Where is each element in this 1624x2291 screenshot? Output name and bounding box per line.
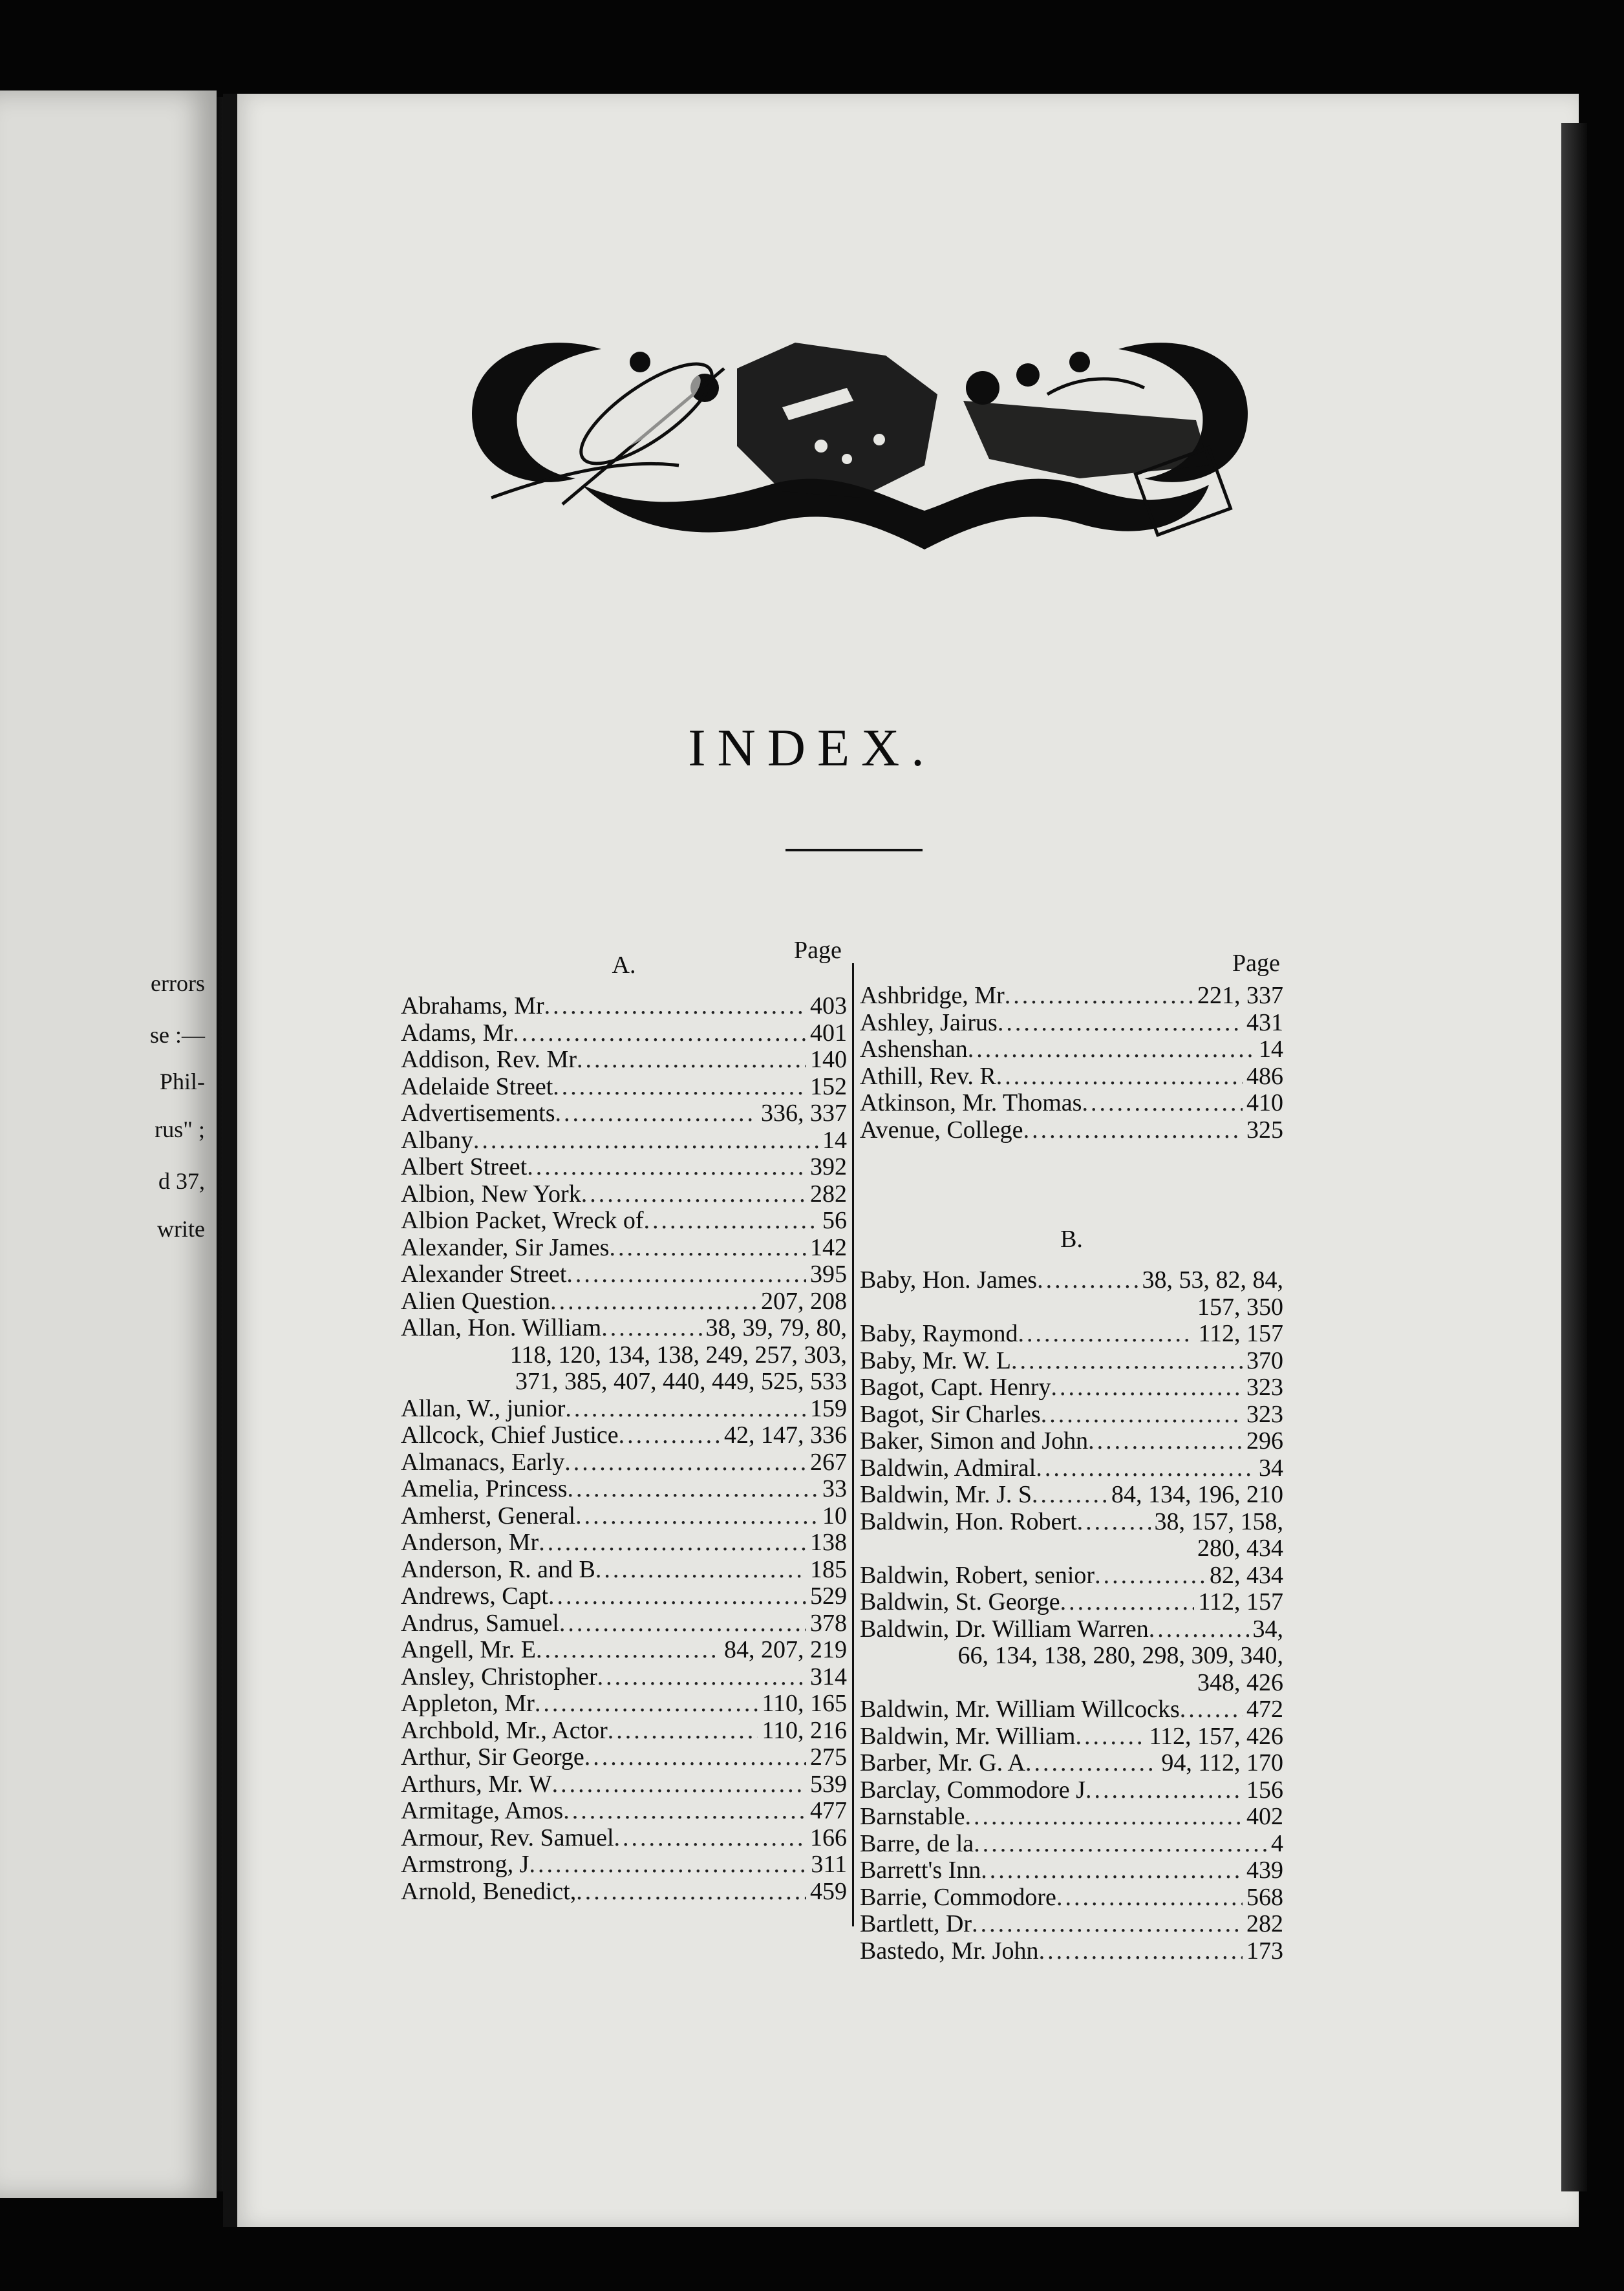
entry-pages: 207, 208 (761, 1287, 847, 1315)
left-page-fragment: d 37, (158, 1168, 205, 1194)
entry-pages: 221, 337 (1197, 982, 1283, 1009)
entry-pages: 472 (1246, 1696, 1283, 1723)
dot-leader (544, 993, 806, 1020)
entry-pages: 84, 134, 196, 210 (1111, 1481, 1283, 1508)
dot-leader (553, 1074, 806, 1101)
index-entry (401, 1181, 847, 1208)
entry-name: Albion Packet, Wreck of (401, 1207, 644, 1234)
dot-leader (981, 1857, 1243, 1884)
ornamental-vignette (433, 317, 1287, 562)
dot-leader (619, 1422, 720, 1449)
dot-leader (566, 1261, 806, 1288)
dot-leader (577, 1047, 806, 1074)
entry-name: Barclay, Commodore J (860, 1776, 1085, 1804)
dot-leader (614, 1825, 806, 1852)
dot-leader (568, 1476, 818, 1503)
entry-pages: 38, 53, 82, 84, (1142, 1266, 1283, 1294)
left-page-fragment: write (157, 1216, 205, 1242)
entry-name: Allcock, Chief Justice (401, 1422, 619, 1449)
entry-pages: 439 (1246, 1857, 1283, 1884)
index-entry (401, 1100, 847, 1127)
dot-leader (550, 1288, 757, 1316)
dot-leader (1011, 1348, 1243, 1375)
index-entry (860, 1063, 1283, 1091)
index-entry (860, 1428, 1283, 1455)
entry-pages: 323 (1246, 1400, 1283, 1428)
index-entry (401, 1422, 847, 1449)
index-entry (860, 1589, 1283, 1616)
index-entry (401, 1851, 847, 1879)
entry-pages: 431 (1246, 1008, 1283, 1036)
entry-pages: 118, 120, 134, 138, 249, 257, 303, (509, 1341, 847, 1369)
entry-pages: 10 (822, 1502, 847, 1529)
entry-name: Alien Question (401, 1287, 551, 1315)
entry-pages: 410 (1246, 1089, 1283, 1116)
index-entry-continuation (401, 1369, 847, 1396)
index-entry (401, 1718, 847, 1745)
entry-pages: 275 (810, 1743, 847, 1771)
entry-pages: 112, 157 (1198, 1588, 1283, 1615)
dot-leader (1039, 1938, 1243, 1965)
entry-pages: 371, 385, 407, 440, 449, 525, 533 (515, 1368, 847, 1395)
dot-leader (565, 1396, 806, 1423)
dot-leader (1077, 1509, 1151, 1536)
index-entry (860, 1911, 1283, 1938)
page-title: INDEX. (688, 718, 936, 777)
entry-name: Bagot, Capt. Henry (860, 1374, 1051, 1401)
entry-pages: 112, 157, 426 (1149, 1722, 1283, 1750)
index-entry (401, 1771, 847, 1798)
entry-name: Arthurs, Mr. W (401, 1770, 552, 1798)
dot-leader (539, 1529, 806, 1557)
dot-leader (595, 1557, 806, 1584)
entry-name: Armour, Rev. Samuel (401, 1824, 614, 1851)
dot-leader (1075, 1723, 1145, 1751)
entry-pages: 66, 134, 138, 280, 298, 309, 340, (957, 1642, 1283, 1669)
left-page-fragment: rus" ; (155, 1116, 205, 1142)
entry-pages: 112, 157 (1198, 1320, 1283, 1347)
entry-name: Armstrong, J (401, 1851, 529, 1878)
dot-leader (1085, 1777, 1243, 1804)
dot-leader (559, 1610, 806, 1637)
index-entry (860, 1401, 1283, 1429)
entry-pages: 82, 434 (1210, 1561, 1283, 1589)
index-entry-continuation (860, 1670, 1283, 1697)
entry-name: Amelia, Princess (401, 1475, 568, 1502)
dot-leader (1036, 1455, 1255, 1482)
dot-leader (1041, 1401, 1243, 1429)
index-entry-continuation (860, 1294, 1283, 1321)
index-column-right (860, 950, 1283, 1965)
entry-pages: 157, 350 (1197, 1293, 1283, 1321)
entry-name: Arthur, Sir George (401, 1743, 584, 1771)
entry-name: Baldwin, Admiral (860, 1454, 1036, 1482)
entry-name: Ashbridge, Mr (860, 982, 1005, 1009)
entry-name: Amherst, General (401, 1502, 576, 1529)
dot-leader (644, 1208, 818, 1235)
entry-pages: 459 (810, 1877, 847, 1905)
entry-name: Baldwin, Mr. William Willcocks (860, 1696, 1180, 1723)
entry-name: Barnstable (860, 1803, 965, 1830)
entry-name: Albany (401, 1126, 473, 1154)
dot-leader (608, 1718, 758, 1745)
index-entry (860, 1090, 1283, 1117)
index-entry (401, 1879, 847, 1906)
dot-leader (1082, 1090, 1243, 1117)
entry-name: Baldwin, Hon. Robert (860, 1508, 1077, 1535)
entry-pages: 185 (810, 1555, 847, 1583)
title-rule (785, 849, 923, 851)
entry-pages: 539 (810, 1770, 847, 1798)
index-entry (401, 1798, 847, 1825)
entry-list (860, 1267, 1283, 1965)
dot-leader (1023, 1117, 1243, 1144)
dot-leader (1060, 1589, 1195, 1616)
entry-pages: 402 (1246, 1803, 1283, 1830)
index-entry (860, 983, 1283, 1010)
dot-leader (968, 1036, 1255, 1063)
page-column-label: Page (794, 937, 842, 964)
entry-pages: 486 (1246, 1062, 1283, 1090)
entry-pages: 38, 39, 79, 80, (705, 1314, 847, 1341)
entry-name: Arnold, Benedict, (401, 1877, 577, 1905)
entry-pages: 14 (1259, 1036, 1283, 1063)
index-entry (860, 1374, 1283, 1401)
index-entry (860, 1562, 1283, 1590)
entry-pages: 110, 216 (762, 1716, 847, 1744)
entry-pages: 280, 434 (1197, 1535, 1283, 1562)
dot-leader (513, 1020, 806, 1047)
entry-pages: 296 (1246, 1427, 1283, 1455)
entry-pages: 529 (810, 1582, 847, 1610)
entry-name: Armitage, Amos (401, 1797, 564, 1824)
entry-name: Bartlett, Dr (860, 1910, 972, 1937)
index-entry (401, 1610, 847, 1637)
index-entry (401, 993, 847, 1020)
index-entry (401, 1154, 847, 1181)
dot-leader (965, 1804, 1243, 1831)
dot-leader (564, 1449, 806, 1476)
section-letter-a: A. (612, 952, 636, 979)
dot-leader (1018, 1321, 1195, 1348)
entry-name: Alexander, Sir James (401, 1233, 610, 1261)
dot-leader (548, 1583, 806, 1610)
entry-pages: 34, (1252, 1615, 1283, 1643)
entry-pages: 395 (810, 1261, 847, 1288)
index-entry (860, 1750, 1283, 1777)
index-entry-continuation (860, 1535, 1283, 1562)
index-entry (401, 1047, 847, 1074)
index-entry (860, 1777, 1283, 1804)
entry-name: Almanacs, Early (401, 1448, 565, 1476)
entry-pages: 282 (1246, 1910, 1283, 1937)
entry-pages: 159 (810, 1394, 847, 1422)
entry-list (860, 983, 1283, 1144)
entry-name: Andrews, Capt (401, 1582, 548, 1610)
index-entry (401, 1020, 847, 1047)
index-entry (860, 1482, 1283, 1509)
index-entry (401, 1074, 847, 1101)
entry-name: Baker, Simon and John (860, 1427, 1089, 1455)
dot-leader (535, 1690, 758, 1718)
entry-name: Archbold, Mr., Actor (401, 1716, 608, 1744)
entry-name: Anderson, Mr (401, 1529, 539, 1556)
index-entry (860, 1696, 1283, 1723)
entry-pages: 370 (1246, 1347, 1283, 1374)
entry-name: Baldwin, Robert, senior (860, 1561, 1095, 1589)
index-entry (401, 1235, 847, 1262)
index-entry (401, 1825, 847, 1852)
entry-name: Baldwin, Mr. J. S (860, 1481, 1032, 1508)
entry-name: Andrus, Samuel (401, 1609, 559, 1637)
entry-name: Ashley, Jairus (860, 1008, 998, 1036)
entry-name: Addison, Rev. Mr (401, 1046, 577, 1073)
index-entry (401, 1476, 847, 1503)
index-entry (401, 1396, 847, 1423)
entry-name: Ashenshan (860, 1036, 968, 1063)
dot-leader (998, 1010, 1243, 1037)
entry-name: Adams, Mr (401, 1019, 513, 1047)
dot-leader (1032, 1482, 1107, 1509)
entry-pages: 325 (1246, 1116, 1283, 1144)
entry-pages: 138 (810, 1529, 847, 1556)
entry-name: Baldwin, St. George (860, 1588, 1060, 1615)
dot-leader (609, 1235, 806, 1262)
dot-leader (575, 1503, 818, 1530)
entry-name: Adelaide Street (401, 1072, 553, 1100)
entry-pages: 348, 426 (1197, 1668, 1283, 1696)
entry-pages: 156 (1246, 1776, 1283, 1804)
dot-leader (996, 1063, 1243, 1091)
index-entry (401, 1127, 847, 1155)
dot-leader (536, 1637, 720, 1664)
entry-name: Bagot, Sir Charles (860, 1400, 1041, 1428)
dot-leader (1180, 1696, 1243, 1723)
entry-name: Barre, de la (860, 1829, 974, 1857)
dot-leader (563, 1798, 806, 1825)
dot-leader (555, 1100, 757, 1127)
left-page-fragment: errors (151, 970, 205, 996)
entry-pages: 4 (1271, 1829, 1283, 1857)
page-edge (1561, 123, 1587, 2191)
entry-pages: 173 (1246, 1937, 1283, 1965)
index-entry (401, 1261, 847, 1288)
entry-name: Allan, Hon. William (401, 1314, 602, 1341)
entry-pages: 33 (822, 1475, 847, 1502)
index-entry (860, 1857, 1283, 1884)
entry-pages: 152 (810, 1072, 847, 1100)
index-entry (401, 1583, 847, 1610)
entry-pages: 336, 337 (761, 1100, 847, 1127)
dot-leader (473, 1127, 818, 1155)
dot-leader (974, 1831, 1267, 1858)
dot-leader (581, 1181, 806, 1208)
dot-leader (1025, 1750, 1157, 1777)
entry-name: Barrie, Commodore (860, 1883, 1056, 1911)
index-entry (401, 1637, 847, 1664)
dot-leader (972, 1911, 1243, 1938)
index-entry (860, 1455, 1283, 1482)
dot-leader (527, 1154, 806, 1181)
index-entry (401, 1744, 847, 1771)
entry-pages: 38, 157, 158, (1154, 1508, 1283, 1535)
entry-name: Appleton, Mr (401, 1690, 535, 1717)
dot-leader (1149, 1616, 1249, 1643)
entry-name: Baby, Raymond (860, 1320, 1018, 1347)
entry-pages: 140 (810, 1046, 847, 1073)
index-entry (401, 1529, 847, 1557)
left-page-fragment: Phil- (159, 1069, 205, 1094)
entry-name: Baby, Hon. James (860, 1266, 1038, 1294)
entry-pages: 314 (810, 1663, 847, 1690)
entry-pages: 142 (810, 1233, 847, 1261)
dot-leader (552, 1771, 806, 1798)
dot-leader (576, 1879, 806, 1906)
entry-name: Athill, Rev. R (860, 1062, 996, 1090)
index-entry (401, 1664, 847, 1691)
dot-leader (1088, 1428, 1243, 1455)
entry-name: Avenue, College (860, 1116, 1023, 1144)
entry-name: Abrahams, Mr (401, 992, 544, 1019)
index-entry (860, 1938, 1283, 1965)
index-entry-continuation (860, 1643, 1283, 1670)
entry-pages: 56 (822, 1207, 847, 1234)
dot-leader (597, 1664, 806, 1691)
entry-name: Baby, Mr. W. L (860, 1347, 1011, 1374)
dot-leader (1095, 1562, 1206, 1590)
index-entry (860, 1616, 1283, 1643)
index-entry (860, 1267, 1283, 1294)
dot-leader (1051, 1374, 1243, 1401)
index-column-left (401, 937, 847, 1905)
entry-name: Baldwin, Mr. William (860, 1722, 1076, 1750)
index-entry (860, 1804, 1283, 1831)
entry-pages: 14 (822, 1126, 847, 1154)
entry-pages: 323 (1246, 1374, 1283, 1401)
index-entry (860, 1831, 1283, 1858)
index-entry-continuation (401, 1342, 847, 1369)
index-entry (860, 1884, 1283, 1912)
index-entry (401, 1557, 847, 1584)
column-divider (852, 963, 854, 1926)
index-entry (401, 1503, 847, 1530)
index-entry (860, 1117, 1283, 1144)
dot-leader (1005, 983, 1193, 1010)
index-entry (401, 1449, 847, 1476)
index-entry (860, 1321, 1283, 1348)
index-entry (860, 1010, 1283, 1037)
entry-pages: 568 (1246, 1883, 1283, 1911)
dot-leader (1056, 1884, 1243, 1912)
entry-pages: 378 (810, 1609, 847, 1637)
entry-pages: 311 (811, 1851, 847, 1878)
index-entry (401, 1690, 847, 1718)
entry-name: Anderson, R. and B (401, 1555, 595, 1583)
entry-name: Alexander Street (401, 1261, 567, 1288)
entry-pages: 401 (810, 1019, 847, 1047)
dot-leader (1037, 1267, 1138, 1294)
page-column-label: Page (1232, 950, 1280, 977)
entry-name: Allan, W., junior (401, 1394, 566, 1422)
entry-name: Bastedo, Mr. John (860, 1937, 1039, 1965)
entry-pages: 94, 112, 170 (1161, 1749, 1283, 1776)
index-entry (401, 1315, 847, 1342)
entry-name: Albert Street (401, 1153, 528, 1180)
entry-name: Angell, Mr. E (401, 1636, 536, 1663)
entry-pages: 392 (810, 1153, 847, 1180)
index-entry (401, 1288, 847, 1316)
index-entry (401, 1208, 847, 1235)
index-entry (860, 1509, 1283, 1536)
entry-pages: 282 (810, 1180, 847, 1208)
entry-name: Ansley, Christopher (401, 1663, 597, 1690)
entry-pages: 403 (810, 992, 847, 1019)
entry-name: Barrett's Inn (860, 1857, 981, 1884)
entry-name: Baldwin, Dr. William Warren (860, 1615, 1149, 1643)
dot-leader (529, 1851, 807, 1879)
entry-pages: 42, 147, 336 (724, 1422, 847, 1449)
entry-name: Advertisements (401, 1100, 555, 1127)
entry-pages: 477 (810, 1797, 847, 1824)
index-entry (860, 1036, 1283, 1063)
dot-leader (584, 1744, 806, 1771)
index-entry (860, 1348, 1283, 1375)
entry-name: Albion, New York (401, 1180, 581, 1208)
entry-pages: 84, 207, 219 (724, 1636, 847, 1663)
facing-page-left (0, 91, 217, 2198)
entry-pages: 267 (810, 1448, 847, 1476)
entry-pages: 110, 165 (762, 1690, 847, 1717)
entry-pages: 34 (1259, 1454, 1283, 1482)
entry-pages: 166 (810, 1824, 847, 1851)
entry-list (401, 993, 847, 1905)
entry-name: Atkinson, Mr. Thomas (860, 1089, 1082, 1116)
section-letter-b: B. (1060, 1226, 1083, 1253)
index-entry (860, 1723, 1283, 1751)
dot-leader (601, 1315, 701, 1342)
left-page-fragment: se :— (150, 1022, 205, 1048)
entry-name: Barber, Mr. G. A (860, 1749, 1025, 1776)
